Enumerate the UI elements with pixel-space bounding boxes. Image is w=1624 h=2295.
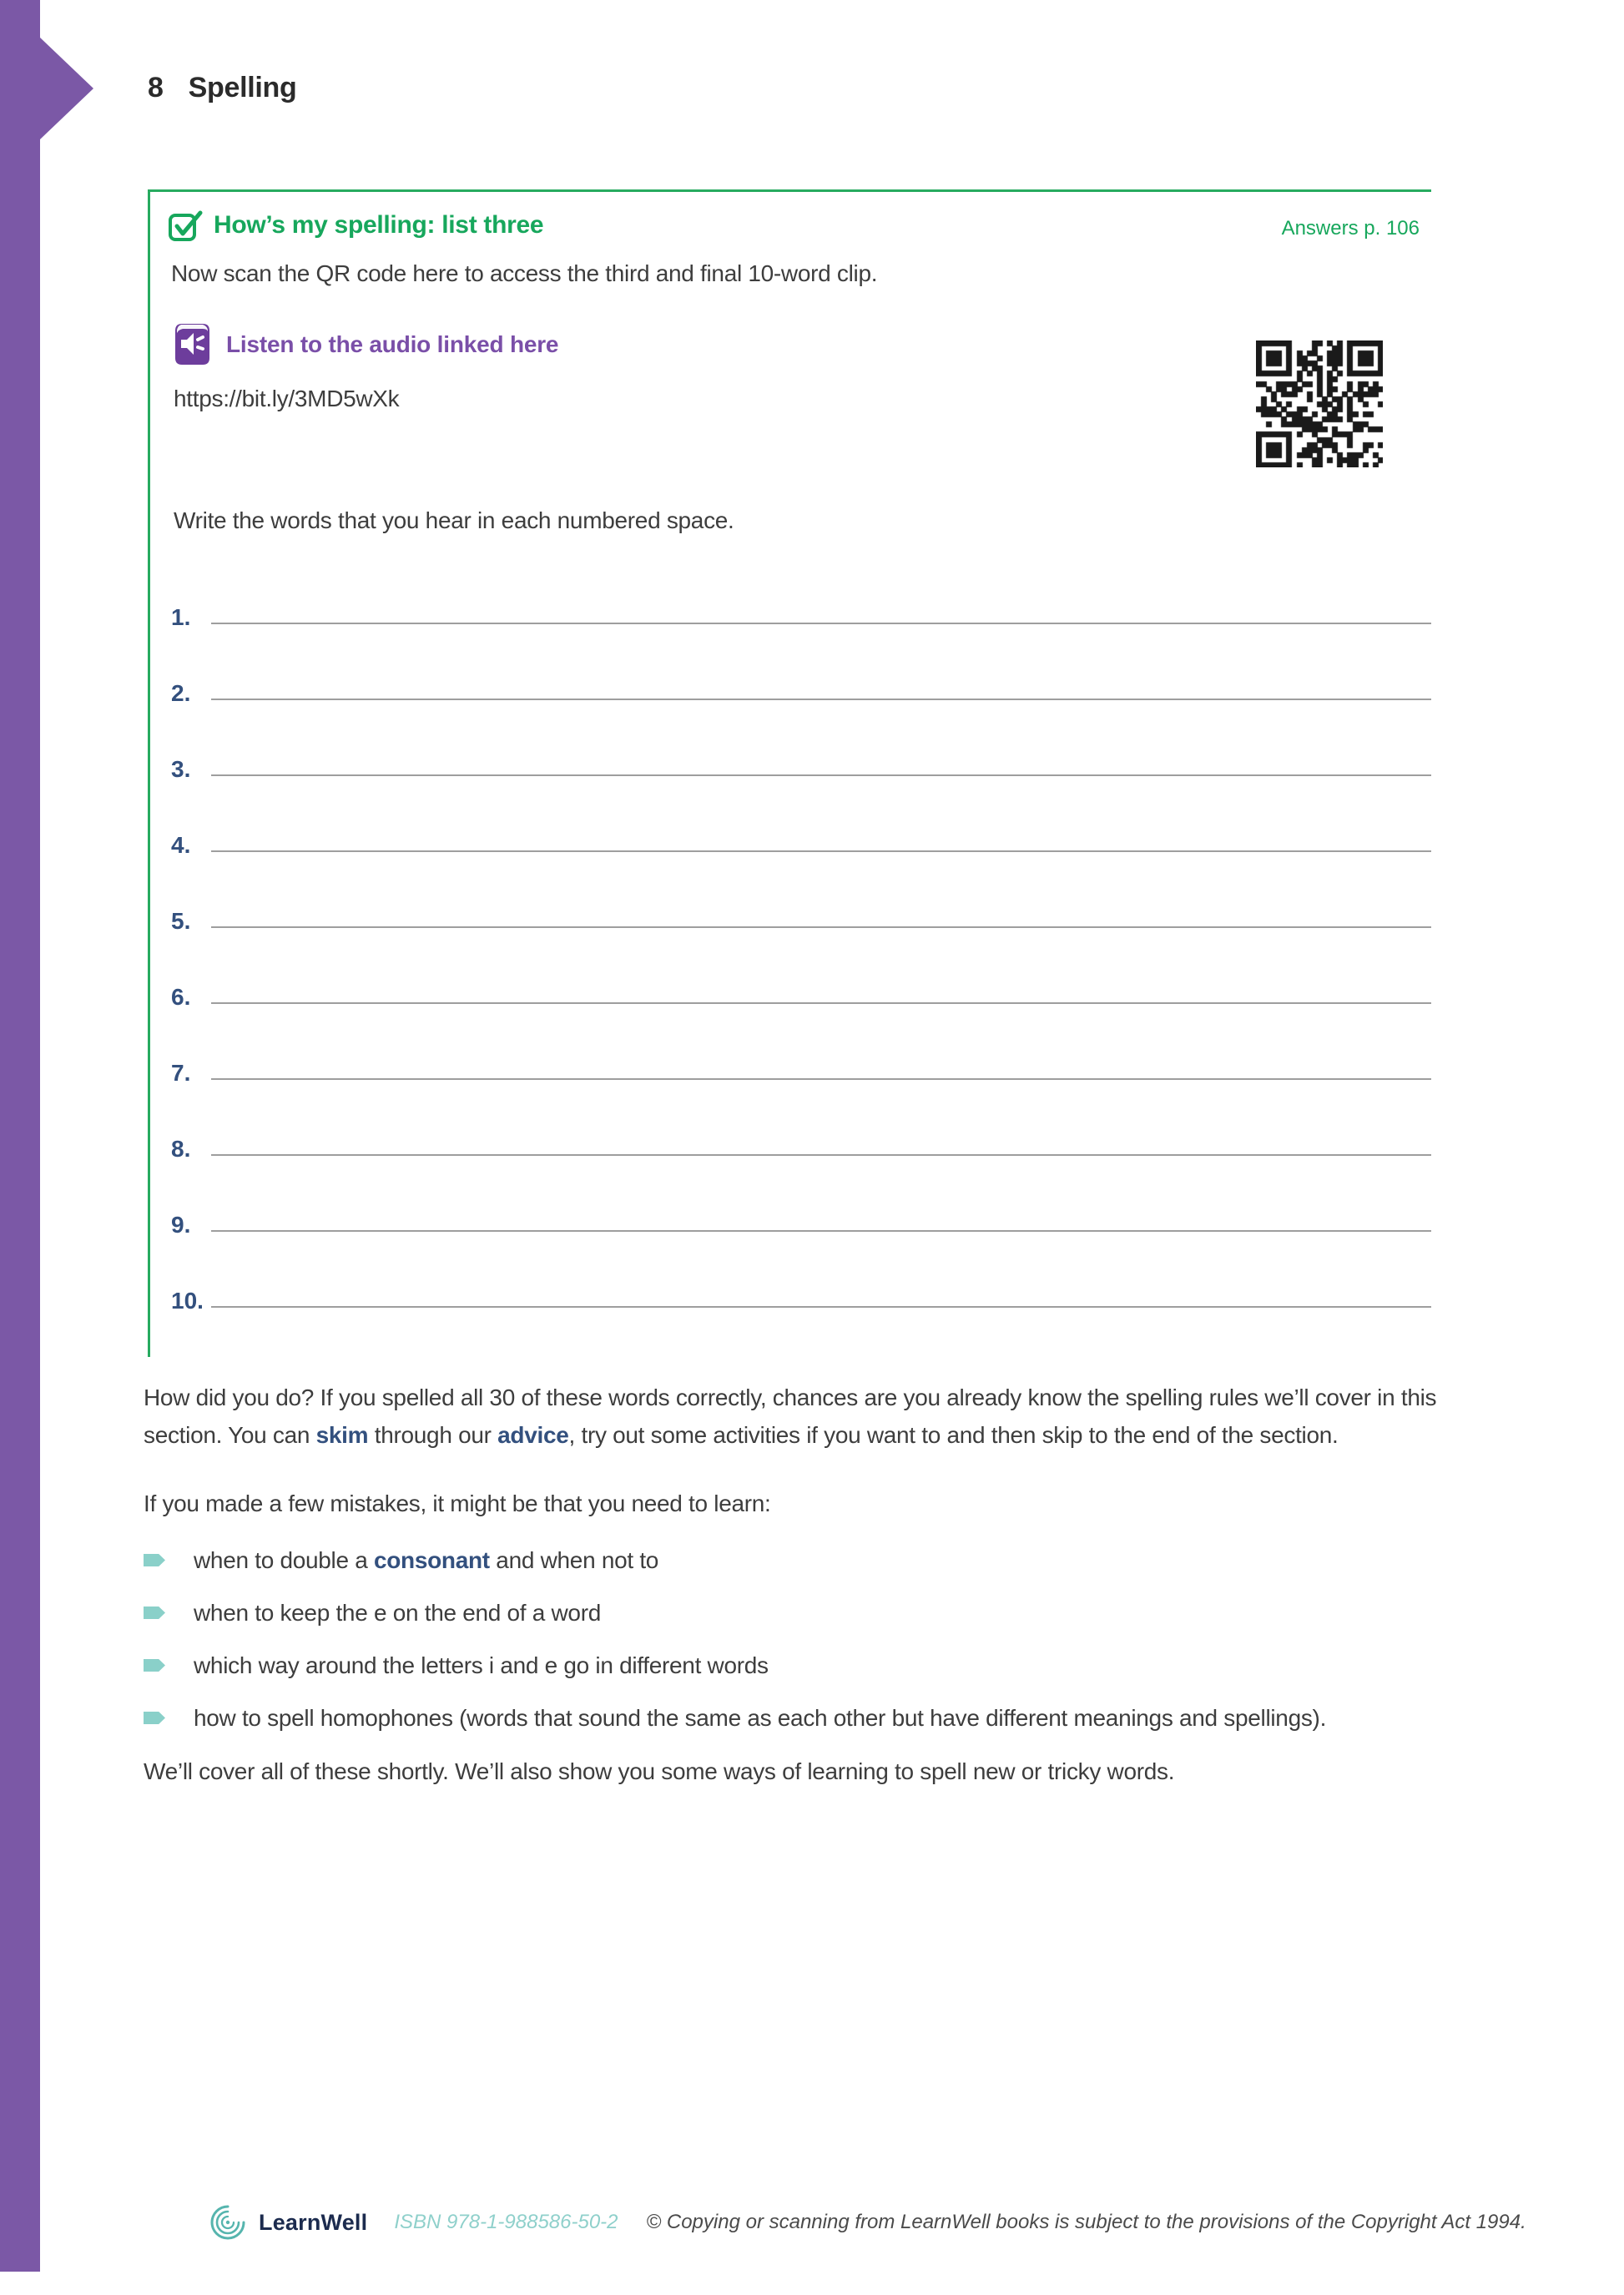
blank-row bbox=[171, 631, 1431, 707]
paragraph-well-cover: We’ll cover all of these shortly. We’ll also show you some ways of learning to spell new or tricky words. bbox=[144, 1758, 1175, 1784]
bullet-item bbox=[144, 1542, 1445, 1579]
keyword-advice: advice bbox=[497, 1422, 569, 1448]
blank-number: 4. bbox=[171, 832, 191, 858]
blank-number: 1. bbox=[171, 604, 191, 630]
audio-book-icon bbox=[171, 321, 213, 368]
chapter-title: Spelling bbox=[188, 72, 297, 103]
bullet-arrow-icon bbox=[144, 1606, 165, 1619]
text-segment: , try out some activities if you want to and then skip to the end of the section. bbox=[568, 1422, 1339, 1448]
answer-line-6[interactable] bbox=[211, 1002, 1431, 1004]
blank-number: 9. bbox=[171, 1212, 191, 1238]
body-copy bbox=[144, 1379, 1445, 1790]
blank-number: 3. bbox=[171, 756, 191, 782]
answer-line-8[interactable] bbox=[211, 1154, 1431, 1156]
answers-page-link[interactable]: Answers p. 106 bbox=[1281, 217, 1420, 240]
activity-title: How’s my spelling: list three bbox=[214, 211, 544, 239]
blank-number: 6. bbox=[171, 984, 191, 1010]
answer-line-1[interactable] bbox=[211, 623, 1431, 624]
bullet-arrow-icon bbox=[144, 1554, 165, 1566]
bullet-item bbox=[144, 1700, 1445, 1737]
text-segment: when to keep the e on the end of a word bbox=[194, 1600, 601, 1626]
audio-link-row bbox=[171, 321, 558, 368]
bullet-text bbox=[194, 1700, 1420, 1737]
page-footer bbox=[209, 2203, 1526, 2242]
blank-row bbox=[171, 1163, 1431, 1238]
blank-number: 7. bbox=[171, 1060, 191, 1086]
qr-code[interactable] bbox=[1256, 340, 1383, 467]
answer-line-9[interactable] bbox=[211, 1230, 1431, 1232]
page-header bbox=[148, 72, 296, 104]
blank-number: 5. bbox=[171, 908, 191, 934]
blank-row bbox=[171, 1238, 1431, 1314]
bullet-text bbox=[194, 1647, 1420, 1684]
blank-row bbox=[171, 859, 1431, 935]
blank-number: 2. bbox=[171, 680, 191, 706]
intro-text: Now scan the QR code here to access the third and final 10-word clip. bbox=[171, 260, 878, 286]
blank-row bbox=[171, 935, 1431, 1011]
blank-number: 8. bbox=[171, 1136, 191, 1162]
bullet-text bbox=[194, 1542, 1420, 1579]
learning-bullet-list bbox=[144, 1542, 1445, 1737]
answer-line-7[interactable] bbox=[211, 1078, 1431, 1080]
bullet-item bbox=[144, 1595, 1445, 1632]
bullet-arrow-icon bbox=[144, 1712, 165, 1724]
bullet-arrow-icon bbox=[144, 1659, 165, 1672]
bullet-text bbox=[194, 1595, 1420, 1632]
answer-line-2[interactable] bbox=[211, 699, 1431, 700]
text-segment: how to spell homophones (words that sound the same as each other but have different meanings and spellings). bbox=[194, 1705, 1327, 1731]
write-instruction: Write the words that you hear in each numbered space. bbox=[174, 507, 734, 533]
text-segment: and when not to bbox=[489, 1547, 659, 1573]
brand-name: LearnWell bbox=[259, 2209, 368, 2235]
corner-arrow-decoration bbox=[0, 0, 100, 2295]
copyright-text: © Copying or scanning from LearnWell books is subject to the provisions of the Copyright Act 1994. bbox=[646, 2211, 1526, 2233]
answer-line-5[interactable] bbox=[211, 926, 1431, 928]
activity-box bbox=[148, 189, 1431, 1357]
activity-title-row bbox=[167, 207, 543, 244]
blank-row bbox=[171, 555, 1431, 631]
checkbox-check-icon bbox=[167, 207, 204, 244]
paragraph-if-mistakes: If you made a few mistakes, it might be that you need to learn: bbox=[144, 1490, 771, 1516]
audio-link-label[interactable]: Listen to the audio linked here bbox=[226, 331, 559, 357]
text-segment: when to double a bbox=[194, 1547, 374, 1573]
blank-row bbox=[171, 1011, 1431, 1087]
paragraph-how-did-you-do bbox=[144, 1379, 1445, 1454]
isbn-text: ISBN 978-1-988586-50-2 bbox=[394, 2211, 618, 2233]
blank-row bbox=[171, 707, 1431, 783]
chapter-number: 8 bbox=[148, 72, 164, 103]
blank-row bbox=[171, 1087, 1431, 1163]
answer-line-10[interactable] bbox=[211, 1306, 1431, 1308]
audio-url[interactable]: https://bit.ly/3MD5wXk bbox=[174, 386, 400, 411]
text-segment: through our bbox=[368, 1422, 498, 1448]
blank-row bbox=[171, 783, 1431, 859]
keyword-consonant: consonant bbox=[373, 1547, 490, 1573]
keyword-skim: skim bbox=[315, 1422, 369, 1448]
text-segment: How did you do? If you spelled all 30 of these words correctly, chances are you already know the spelling rules we’ll cover in this section. You can bbox=[144, 1385, 1437, 1448]
numbered-blank-list bbox=[171, 555, 1431, 1314]
answer-line-4[interactable] bbox=[211, 850, 1431, 852]
blank-number: 10. bbox=[171, 1288, 204, 1314]
answer-line-3[interactable] bbox=[211, 774, 1431, 776]
text-segment: which way around the letters i and e go in different words bbox=[194, 1652, 769, 1678]
learnwell-spiral-logo-icon bbox=[209, 2203, 247, 2242]
bullet-item bbox=[144, 1647, 1445, 1684]
